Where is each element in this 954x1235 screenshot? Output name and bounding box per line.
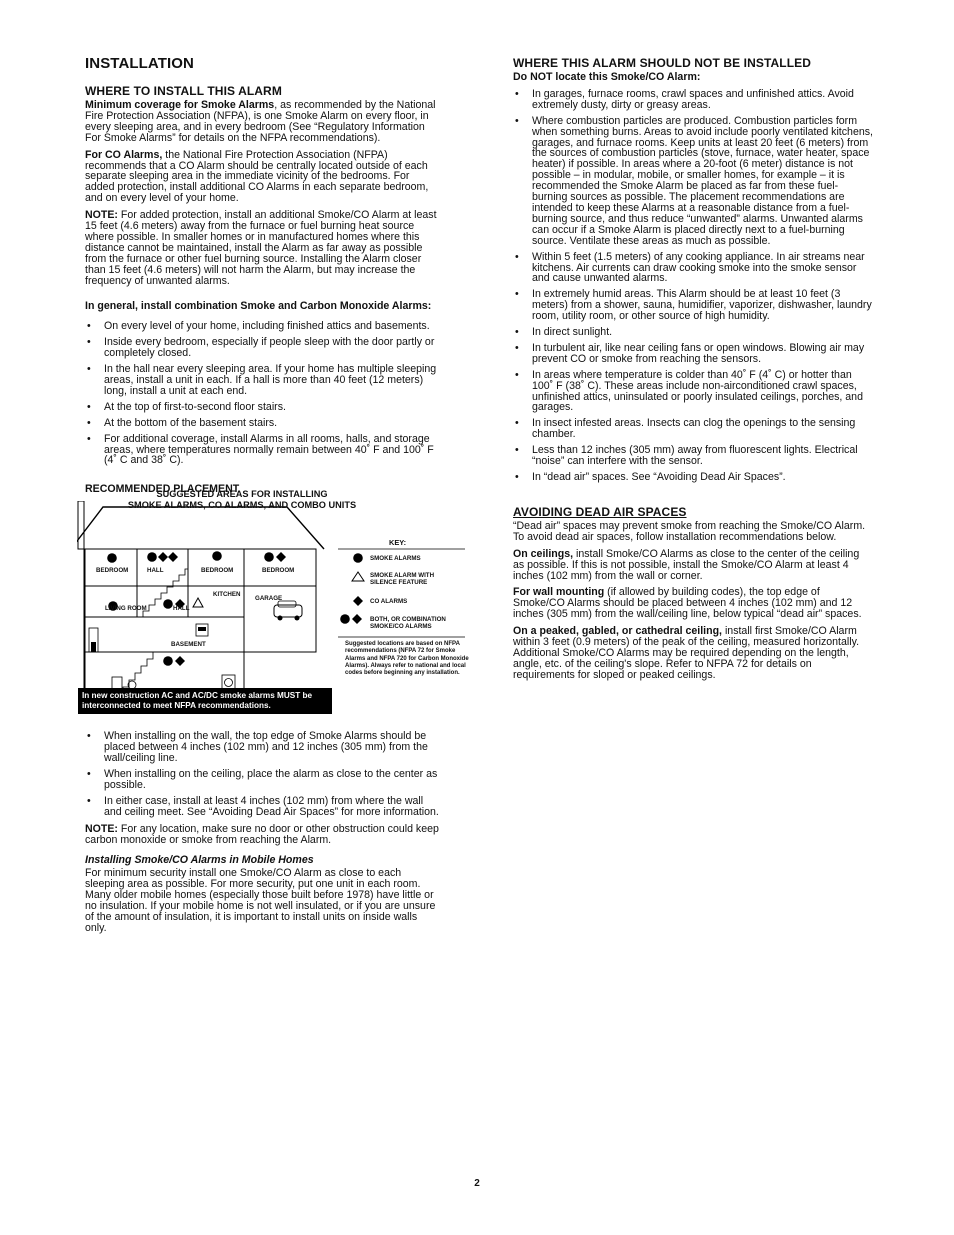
room-label-hall: HALL [173,605,190,613]
list-item: • Less than 12 inches (305 mm) away from fluorescent lights. Electrical “noise” can interfere with the sensor. [513,445,873,467]
not-install-heading: WHERE THIS ALARM SHOULD NOT BE INSTALLED [513,56,811,70]
do-not-locate: Do NOT locate this Smoke/CO Alarm: [513,71,701,83]
room-label-bedroom: BEDROOM [96,567,129,575]
co-alarm-lead: For CO Alarms, [85,148,163,161]
interconnect-banner: In new construction AC and AC/DC smoke alarms MUST be interconnected to meet NFPA recommendations. [78,688,332,714]
peaked-ceiling-text: install first Smoke/CO Alarm within 3 feet (0.9 meters) of the peak of the ceiling, measured horizontally. Additional Smoke/CO Alarms may be required depending on the length, angle, etc. of the ceiling's slope. Refer to NFPA 72 for details on requirements for sloped or peaked ceilings. [513,625,860,681]
mobile-homes-text: For minimum security install one Smoke/CO Alarm as close to each sleeping area as possible. For more security, put one unit in each room. Many older mobile homes (especially those built before 1978) have little or no insulation. If your mobile home is not well insulated, or if you are unsure of the amount of insulation, it is important to install units on inside walls only. [85,867,436,934]
list-item: • At the bottom of the basement stairs. [85,418,441,429]
key-silence-line1: SMOKE ALARM WITH [370,572,435,580]
list-item: • In “dead air” spaces. See “Avoiding Dead Air Spaces”. [513,472,873,483]
list-item: • In direct sunlight. [513,327,873,338]
list-item: • In areas where temperature is colder than 40˚ F (4˚ C) or hotter than 100˚ F (38˚ C). These areas include non-airconditioned crawl spaces, unfinished attics, uninsulated or poorly insulated ceilings, porches, and garages. [513,370,873,414]
smoke-coverage-lead: Minimum coverage for Smoke Alarms [85,99,275,111]
note-lead: NOTE: [85,209,118,222]
smoke-coverage-paragraph [85,100,441,144]
co-alarm-paragraph [85,150,441,205]
list-item: • In the hall near every sleeping area. If your home has multiple sleeping areas, install a unit in each. If a hall is more than 40 feet (12 meters) long, install a unit at each end. [85,364,441,397]
room-label-bedroom: BEDROOM [201,567,234,575]
obstruction-note-text: For any location, make sure no door or other obstruction could keep carbon monoxide or smoke from reaching the Alarm. [85,822,439,846]
peaked-ceiling-lead: On a peaked, gabled, or cathedral ceiling, [513,625,722,638]
ceilings-paragraph [513,549,873,582]
diagram-title [77,489,407,511]
key-silence-line2: SILENCE FEATURE [370,579,428,587]
wall-mounting-lead: For wall mounting [513,586,605,599]
where-to-install-heading: WHERE TO INSTALL THIS ALARM [85,84,282,98]
key-both-line1: BOTH, OR COMBINATION [370,616,446,624]
room-label-living-room: LIVING ROOM [105,605,147,613]
general-install-heading: In general, install combination Smoke and Carbon Monoxide Alarms: [85,299,432,312]
dead-air-intro: “Dead air” spaces may prevent smoke from reaching the Smoke/CO Alarm. To avoid dead air spaces, follow installation recommendations below. [513,519,866,543]
list-item: • When installing on the wall, the top edge of Smoke Alarms should be placed between 4 inches (102 mm) and 12 inches (305 mm) from the wall/ceiling line. [85,731,441,764]
key-co-label: CO ALARMS [370,598,408,606]
list-item: • In either case, install at least 4 inches (102 mm) from where the wall and ceiling meet. See “Avoiding Dead Air Spaces” for more information. [85,796,441,818]
dead-air-heading: AVOIDING DEAD AIR SPACES [513,504,687,519]
peaked-ceiling-paragraph [513,626,873,681]
smoke-coverage-text: , as recommended by the National Fire Protection Association (NFPA), is one Smoke Alarm on every floor, in every sleeping area, and in every bedroom (See “Regulatory Information For Smoke Alarms” for details on the NFPA recommendations). [85,99,436,144]
room-label-kitchen: KITCHEN [213,591,241,599]
list-item: • In insect infested areas. Insects can clog the openings to the sensing chamber. [513,418,873,440]
list-item: • When installing on the ceiling, place the alarm as close to the center as possible. [85,769,441,791]
nfpa-note: Suggested locations are based on NFPA recommendations (NFPA 72 for Smoke Alarms and NFPA 720 for Carbon Monoxide Alarms). Always refer to national and local codes before beginning any installation. [345,641,469,677]
page-number: 2 [474,1178,480,1189]
list-item: • Where combustion particles are produced. Combustion particles form when something burns. Areas to avoid include poorly ventilated kitchens, garages, and furnace rooms. Keep units at least 20 feet (6 meters) from the sources of combustion particles (stove, furnace, water heater, space heater) if possible. In areas where a 20-foot (6 meter) distance is not possible – in modular, mobile, or smaller homes, for example – it is recommended the Smoke Alarm be placed as far from these fuel-burning sources as possible. The placement recommendations are intended to keep these Alarms at a reasonable distance from a fuel-burning source, and thus reduce “unwanted” alarms. Unwanted alarms can occur if a Smoke Alarm is placed directly next to a fuel-burning source. Ventilate these areas as much as possible. [513,116,873,247]
list-item: • At the top of first-to-second floor stairs. [85,402,441,413]
recommended-placement-heading: RECOMMENDED PLACEMENT [85,483,240,496]
left-column [82,52,469,940]
note-paragraph [85,210,441,286]
key-smoke-label: SMOKE ALARMS [370,555,421,563]
room-label-hall: HALL [147,567,164,575]
note-text: For added protection, install an additional Smoke/CO Alarm at least 15 feet (4.6 meters) away from the furnace or fuel burning heat source where possible. In smaller homes or in manufactured homes where this distance cannot be maintained, install the Alarm as far away as possible from the furnace or other fuel burning source. Installing the Alarm closer than 15 feet (4.6 meters) will not harm the Alarm, but may increase the frequency of unwanted alarms. [85,209,437,287]
not-install-list [513,89,873,483]
list-item: • On every level of your home, including finished attics and basements. [85,321,441,332]
wall-mounting-text: (if allowed by building codes), the top edge of Smoke/CO Alarms should be placed between 4 inches (102 mm) and 12 inches (305 mm) from the wall/ceiling line, below typical “dead air” spaces. [513,586,862,621]
placement-list [85,731,441,817]
obstruction-note-lead: NOTE: [85,822,118,835]
general-install-list [85,321,441,466]
key-both-line2: SMOKE/CO ALARMS [370,623,432,631]
room-label-garage: GARAGE [255,595,283,603]
room-label-bedroom: BEDROOM [262,567,295,575]
page-title: INSTALLATION [85,55,194,72]
list-item: • In turbulent air, like near ceiling fans or open windows. Blowing air may prevent CO or smoke from reaching the sensors. [513,343,873,365]
mobile-homes-heading: Installing Smoke/CO Alarms in Mobile Homes [85,854,314,867]
list-item: • In garages, furnace rooms, crawl spaces and unfinished attics. Avoid extremely dusty, dirty or greasy areas. [513,89,873,111]
wall-mounting-paragraph [513,587,873,620]
right-column [513,52,873,687]
key-both-label [370,616,446,630]
diagram-title-line2: SMOKE ALARMS, CO ALARMS, AND COMBO UNITS [127,500,357,511]
ceilings-text: install Smoke/CO Alarms as close to the center of the ceiling as possible. If this is not possible, install the Smoke/CO Alarm at least 4 inches (102 mm) from the wall or corner. [513,547,860,582]
list-item: • Inside every bedroom, especially if people sleep with the door partly or completely closed. [85,337,441,359]
co-alarm-text: the National Fire Protection Association (NFPA) recommends that a CO Alarm should be centrally located outside of each separate sleeping area in the immediate vicinity of the bedrooms. For added protection, install additional CO Alarms in each separate bedroom, and on every level of your home. [85,148,429,205]
obstruction-note [85,824,441,846]
ceilings-lead: On ceilings, [513,547,574,560]
list-item: • Within 5 feet (1.5 meters) of any cooking appliance. In air streams near kitchens. Air currents can draw cooking smoke into the smoke sensor and cause unwanted alarms. [513,252,873,285]
diagram-title-line1: SUGGESTED AREAS FOR INSTALLING [156,489,328,500]
list-item: • In extremely humid areas. This Alarm should be at least 10 feet (3 meters) from a shower, sauna, humidifier, vaporizer, dishwasher, laundry room, utility room, or other source of high humidity. [513,289,873,322]
list-item: • For additional coverage, install Alarms in all rooms, halls, and storage areas, where temperatures normally remain between 40˚ F and 100˚ F (4˚ C and 38˚ C). [85,434,441,467]
key-silence-label [370,572,434,586]
key-title: KEY: [389,538,407,548]
room-label-basement: BASEMENT [171,641,206,649]
